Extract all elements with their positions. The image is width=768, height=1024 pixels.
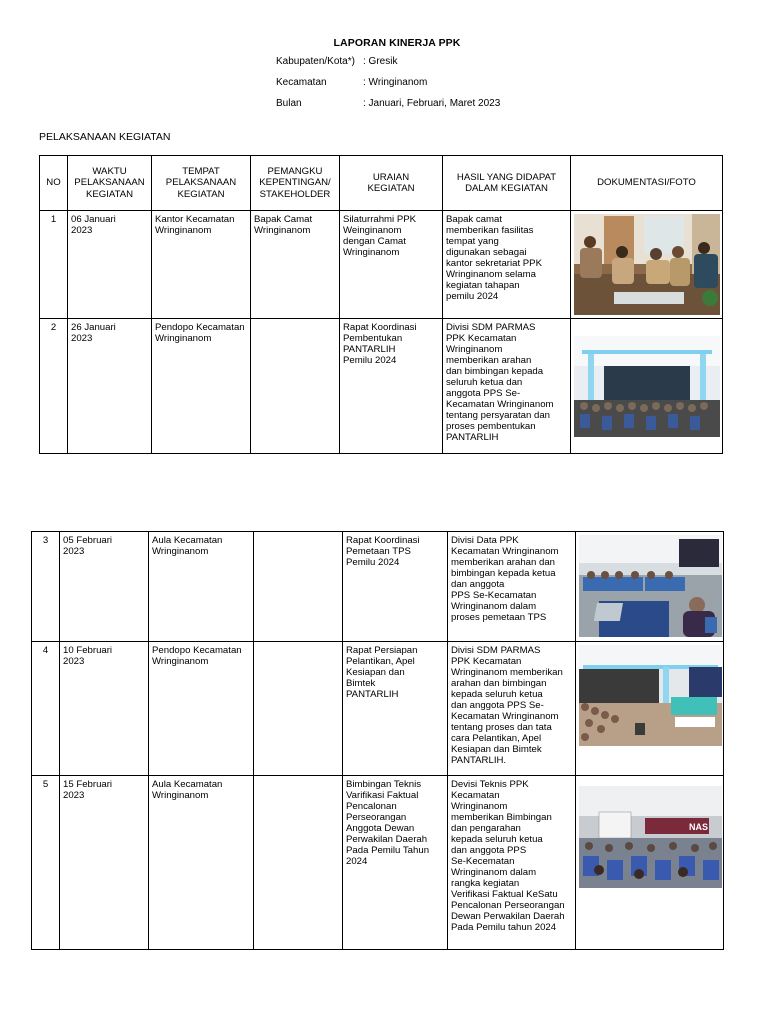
photo-pendopo-meeting [574, 336, 720, 437]
cell-no: 3 [32, 532, 60, 642]
cell-dokumentasi [576, 776, 724, 950]
cell-dokumentasi [576, 642, 724, 776]
cell-uraian: Rapat Koordinasi Pemetaan TPS Pemilu 2024 [343, 532, 448, 642]
banner-text: NAS [689, 822, 709, 832]
section-title: PELAKSANAAN KEGIATAN [39, 131, 171, 143]
header-tempat: TEMPAT PELAKSANAAN KEGIATAN [152, 156, 251, 211]
cell-waktu: 26 Januari 2023 [68, 319, 152, 454]
table-row [32, 776, 724, 950]
cell-no: 2 [40, 319, 68, 454]
report-title: LAPORAN KINERJA PPK [333, 37, 461, 49]
cell-uraian: Rapat Koordinasi Pembentukan PANTARLIH Pemilu 2024 [340, 319, 443, 454]
header-uraian: URAIAN KEGIATAN [340, 156, 443, 211]
cell-uraian: Rapat Persiapan Pelantikan, Apel Kesiapan dan Bimtek PANTARLIH [343, 642, 448, 776]
meta-row-bulan [276, 98, 500, 119]
header-no: NO [40, 156, 68, 211]
cell-waktu: 10 Februari 2023 [60, 642, 149, 776]
cell-waktu: 05 Februari 2023 [60, 532, 149, 642]
table-header-row [40, 156, 723, 211]
header-dokumentasi: DOKUMENTASI/FOTO [571, 156, 723, 211]
cell-tempat: Pendopo Kecamatan Wringinanom [149, 642, 254, 776]
cell-hasil: Divisi SDM PARMAS PPK Kecamatan Wringinanom memberikan arahan dan bimbingan kepada seluruh ketua dan anggota PPS Se- Kecamatan Wringinanom tentang persyaratan dan proses pembentukan PANTARLIH [443, 319, 571, 454]
meta-label: Kabupaten/Kota*) [276, 56, 355, 67]
cell-pemangku [251, 319, 340, 454]
meta-label: Kecamatan [276, 77, 327, 88]
meta-value: : Januari, Februari, Maret 2023 [363, 98, 501, 109]
cell-no: 5 [32, 776, 60, 950]
cell-dokumentasi [571, 211, 723, 319]
header-pemangku: PEMANGKU KEPENTINGAN/ STAKEHOLDER [251, 156, 340, 211]
cell-dokumentasi [571, 319, 723, 454]
meta-value: : Wringinanom [363, 77, 428, 88]
table-row [40, 211, 723, 319]
cell-uraian: Silaturrahmi PPK Weinginanom dengan Camat Wringinanom [340, 211, 443, 319]
cell-pemangku [254, 776, 343, 950]
cell-tempat: Aula Kecamatan Wringinanom [149, 776, 254, 950]
cell-tempat: Aula Kecamatan Wringinanom [149, 532, 254, 642]
cell-hasil: Devisi Teknis PPK Kecamatan Wringinanom memberikan Bimbingan dan pengarahan kepada seluruh ketua dan anggota PPS Se-Kecematan Wringinanom dalam rangka kegiatan Verifikasi Faktual KeSatu Pencalonan Perseorangan Dewan Perwakilan Daerah Pada Pemilu tahun 2024 [448, 776, 576, 950]
cell-hasil: Divisi SDM PARMAS PPK Kecamatan Wringinanom memberikan arahan dan bimbingan kepada seluruh ketua dan anggota PPS Se- Kecamatan Wringinanom tentang proses dan tata cara Pelantikan, Apel Kesiapan dan Bimtek PANTARLIH. [448, 642, 576, 776]
header-hasil: HASIL YANG DIDAPAT DALAM KEGIATAN [443, 156, 571, 211]
photo-pendopo-persiapan [579, 645, 722, 746]
cell-tempat: Kantor Kecamatan Wringinanom [152, 211, 251, 319]
meta-value: : Gresik [363, 56, 398, 67]
cell-hasil: Divisi Data PPK Kecamatan Wringinanom memberikan arahan dan bimbingan kepada ketua dan anggota PPS Se-Kecamatan Wringinanom dalam proses pemetaan TPS [448, 532, 576, 642]
meta-row-kecamatan [276, 77, 500, 98]
header-waktu: WAKTU PELAKSANAAN KEGIATAN [68, 156, 152, 211]
cell-waktu: 06 Januari 2023 [68, 211, 152, 319]
cell-dokumentasi [576, 532, 724, 642]
photo-meeting-camat [574, 214, 720, 315]
table-row [40, 319, 723, 454]
cell-pemangku [254, 642, 343, 776]
activity-table-continued [31, 531, 724, 950]
cell-no: 4 [32, 642, 60, 776]
cell-hasil: Bapak camat memberikan fasilitas tempat yang digunakan sebagai kantor sekretariat PPK Wringinanom selama kegiatan tahapan pemilu 2024 [443, 211, 571, 319]
table-row [32, 532, 724, 642]
cell-no: 1 [40, 211, 68, 319]
photo-aula-pemetaan [579, 535, 722, 637]
cell-pemangku [254, 532, 343, 642]
activity-table [39, 155, 723, 454]
cell-tempat: Pendopo Kecamatan Wringinanom [152, 319, 251, 454]
meta-row-kabupaten [276, 56, 500, 77]
photo-aula-bimtek [579, 786, 722, 888]
cell-waktu: 15 Februari 2023 [60, 776, 149, 950]
meta-label: Bulan [276, 98, 302, 109]
cell-uraian: Bimbingan Teknis Varifikasi Faktual Pencalonan Perseorangan Anggota Dewan Perwakilan Daerah Pada Pemilu Tahun 2024 [343, 776, 448, 950]
report-meta [276, 56, 500, 119]
cell-pemangku: Bapak Camat Wringinanom [251, 211, 340, 319]
table-row [32, 642, 724, 776]
